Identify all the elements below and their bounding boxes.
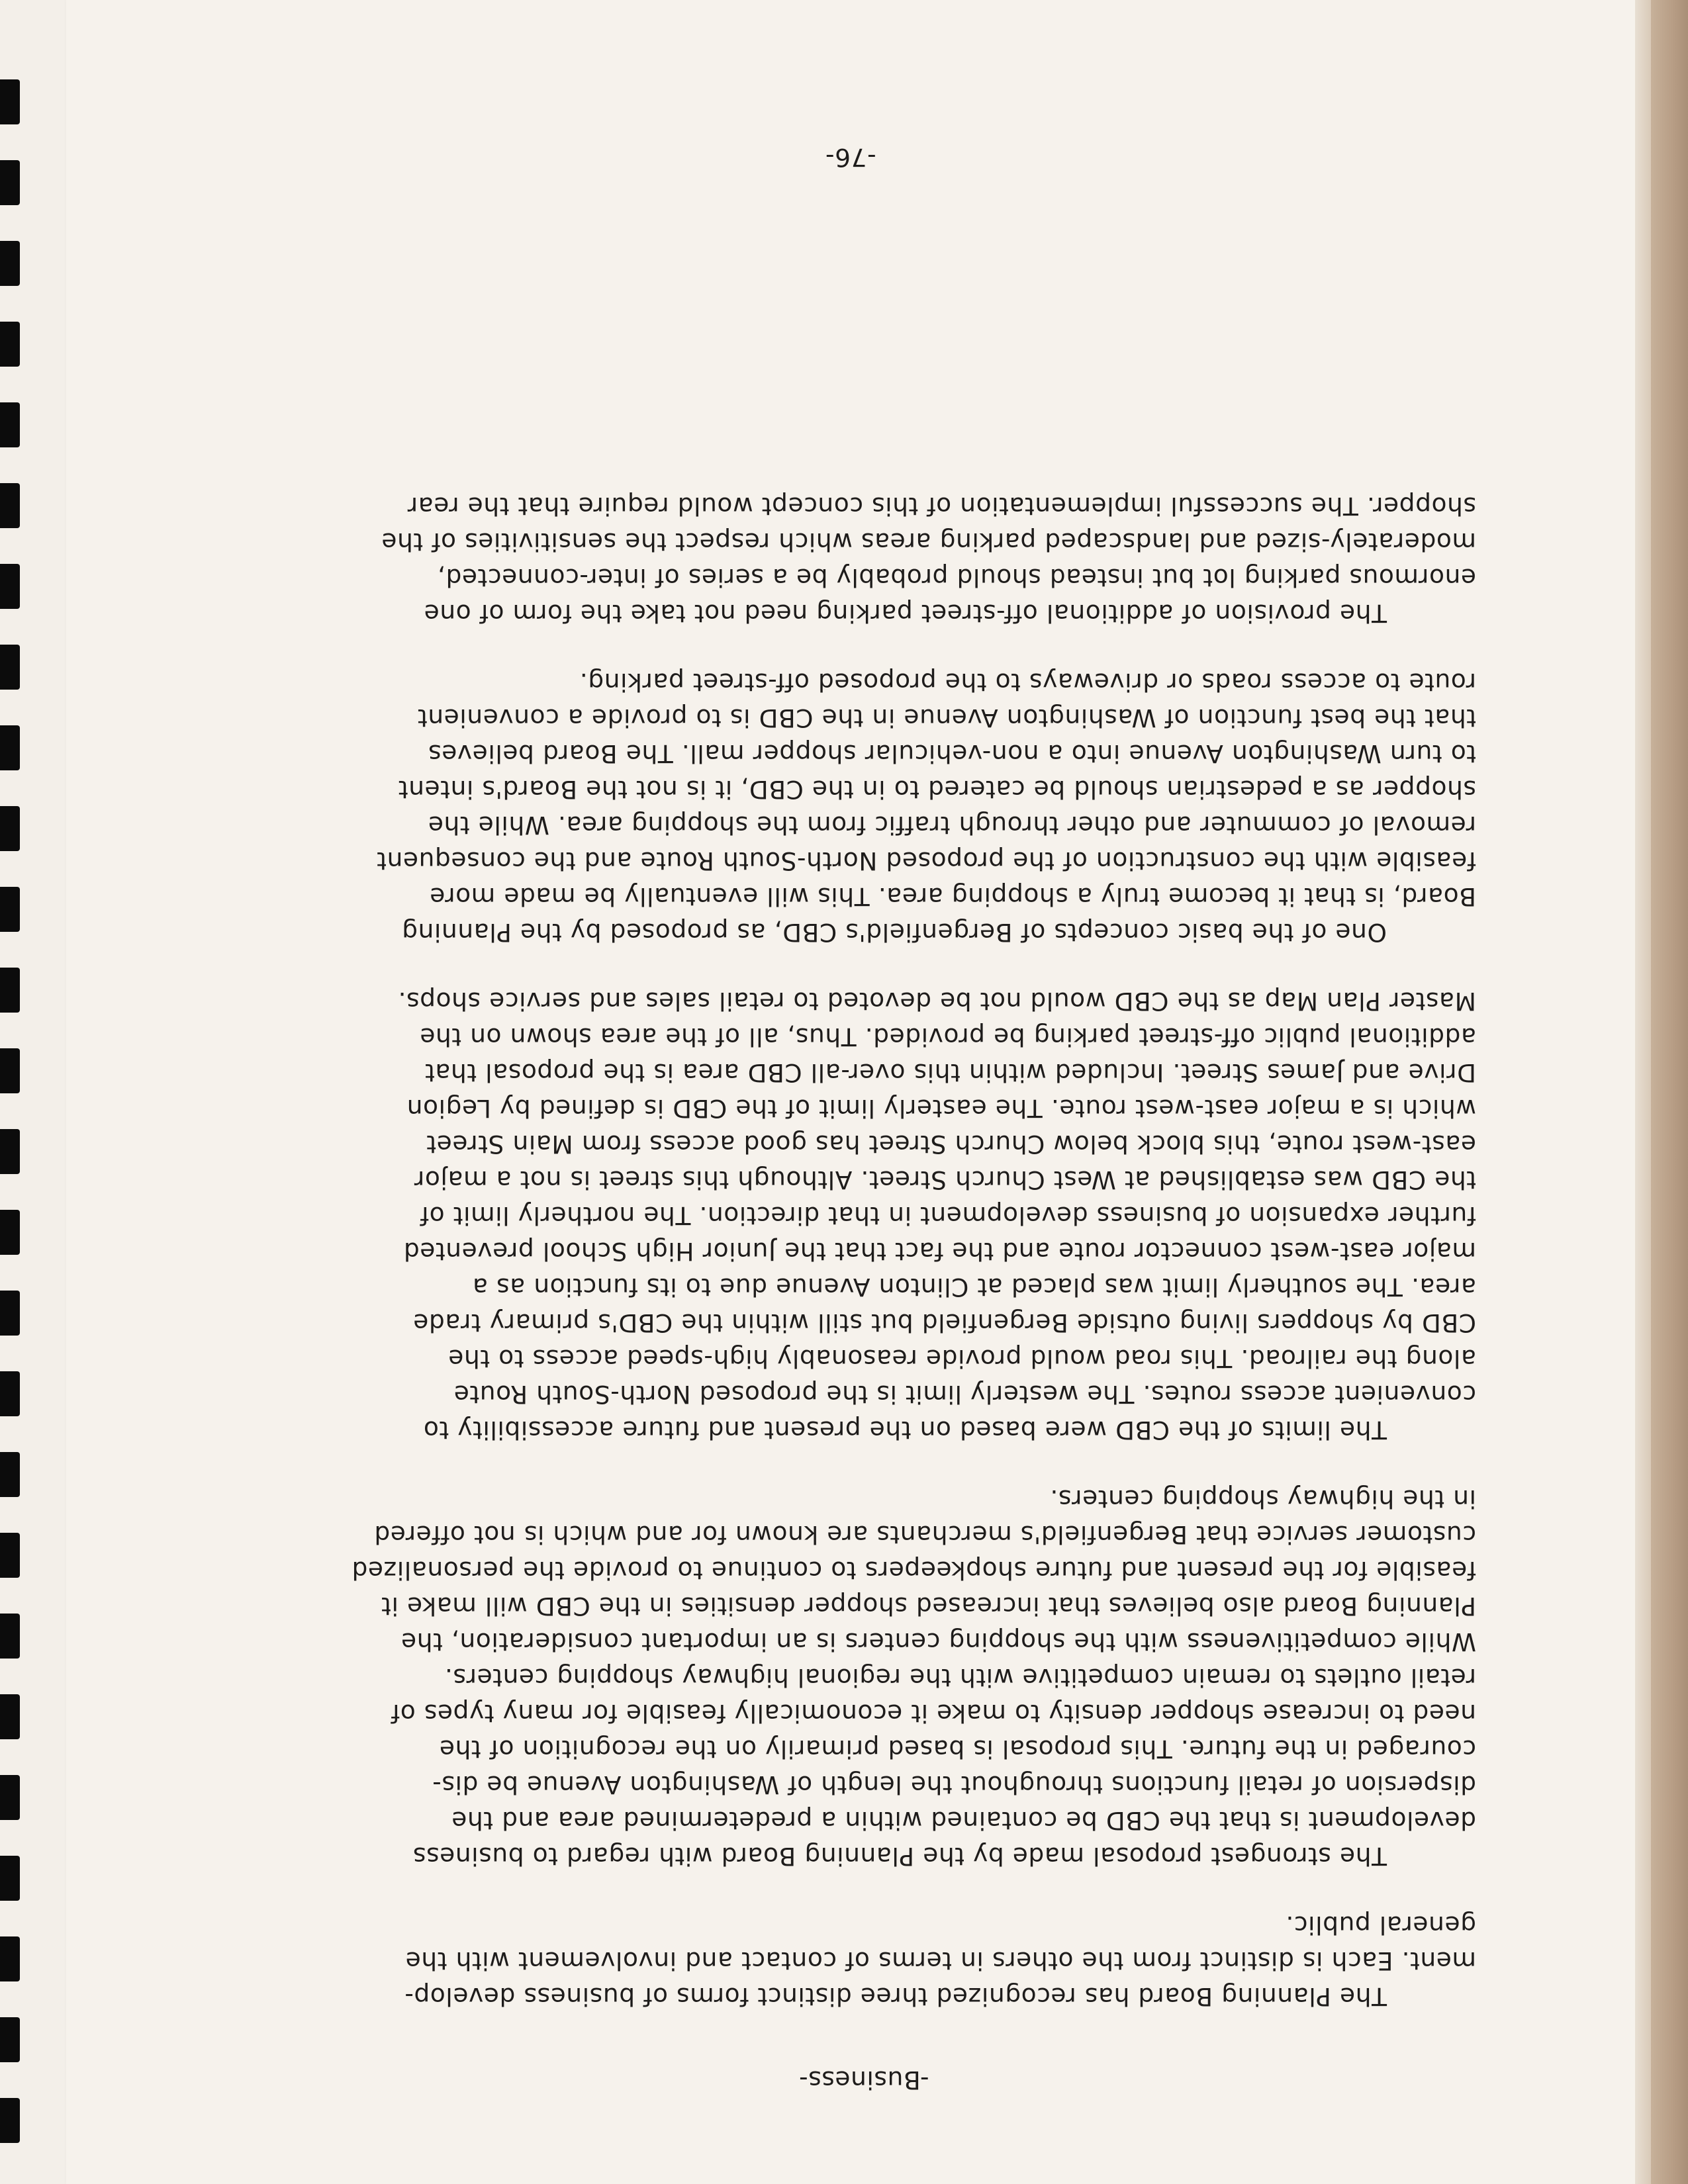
- paragraph-2: [252, 1481, 1476, 1874]
- text-line: feasible with the construction of the proposed North-South Route and the consequent: [376, 846, 1476, 876]
- spiral-binding-holes: [0, 0, 26, 2184]
- text-line: along the railroad. This road would provide reasonably high-speed access to the: [447, 1344, 1476, 1373]
- binding-hole: [0, 806, 20, 851]
- text-line: which is a major east-west route. The easterly limit of the CBD is defined by Legion: [406, 1094, 1476, 1123]
- binding-hole: [0, 2017, 20, 2062]
- text-line: dispersion of retail functions throughout the length of Washington Avenue be dis-: [432, 1770, 1476, 1799]
- binding-hole: [0, 1694, 20, 1739]
- binding-hole: [0, 1291, 20, 1336]
- text-line: moderately-sized and landscaped parking areas which respect the sensitivities of the: [381, 527, 1476, 557]
- paragraph-4: [252, 664, 1476, 950]
- text-line: east-west route, this block below Church Street has good access from Main Street: [426, 1130, 1476, 1159]
- binding-hole: [0, 564, 20, 609]
- binding-hole: [0, 483, 20, 528]
- text-line: to turn Washington Avenue into a non-vehicular shopper mall. The Board believes: [428, 739, 1476, 768]
- paragraph-5: [252, 488, 1476, 631]
- text-line: Drive and James Street. Included within this over-all CBD area is the proposal that: [424, 1058, 1476, 1087]
- text-line: While competitiveness with the shopping centers is an important consideration, the: [400, 1627, 1476, 1657]
- underlying-page-edge: [1651, 0, 1688, 2184]
- upside-down-text-block: [66, 0, 1635, 2184]
- text-line: additional public off-street parking be provided. Thus, all of the area shown on the: [419, 1023, 1476, 1052]
- text-line: One of the basic concepts of Bergenfield's CBD, as proposed by the Planning: [401, 918, 1387, 947]
- page-number: -76-: [825, 143, 876, 172]
- binding-hole: [0, 968, 20, 1013]
- binding-hole: [0, 725, 20, 770]
- page-edge: [1635, 0, 1651, 2184]
- binding-hole: [0, 241, 20, 286]
- binding-hole: [0, 887, 20, 932]
- text-line: the CBD was established at West Church Street. Although this street is not a major: [414, 1165, 1476, 1195]
- text-line: couraged in the future. This proposal is based primarily on the recognition of the: [439, 1735, 1476, 1764]
- text-line: feasible for the present and future shopkeepers to continue to provide the personalized: [351, 1556, 1476, 1585]
- binding-hole: [0, 1533, 20, 1578]
- text-line: development is that the CBD be contained within a predetermined area and the: [451, 1806, 1476, 1835]
- text-line: The provision of additional off-street parking need not take the form of one: [424, 599, 1387, 628]
- binding-hole: [0, 1614, 20, 1659]
- text-line: enormous parking lot but instead should probably be a series of inter-connected,: [437, 563, 1476, 592]
- text-line: The Planning Board has recognized three distinct forms of business develop-: [404, 1982, 1387, 2011]
- binding-hole: [0, 1936, 20, 1981]
- binding-hole: [0, 645, 20, 690]
- text-line: The limits of the CBD were based on the present and future accessibility to: [423, 1416, 1387, 1445]
- binding-hole: [0, 402, 20, 447]
- text-line: in the highway shopping centers.: [1049, 1484, 1476, 1514]
- text-line: area. The southerly limit was placed at Clinton Avenue due to its function as a: [472, 1273, 1476, 1302]
- text-line: ment. Each is distinct from the others in terms of contact and involvement with the: [405, 1946, 1476, 1976]
- text-line: The strongest proposal made by the Planning Board with regard to business: [412, 1842, 1387, 1871]
- binding-hole: [0, 322, 20, 367]
- text-line: CBD by shoppers living outside Bergenfield but still within the CBD's primary trade: [412, 1308, 1476, 1338]
- text-line: retail outlets to remain competitive with the regional highway shopping centers.: [444, 1663, 1476, 1692]
- text-line: removal of commuter and other through traffic from the shopping area. While the: [428, 811, 1476, 840]
- binding-hole: [0, 1371, 20, 1416]
- binding-hole: [0, 1452, 20, 1497]
- binding-hole: [0, 1129, 20, 1174]
- text-line: convenient access routes. The westerly limit is the proposed North-South Route: [453, 1380, 1476, 1409]
- text-line: shopper. The successful implementation of this concept would require that the rear: [407, 492, 1476, 521]
- text-line: customer service that Bergenfield's merchants are known for and which is not offered: [373, 1520, 1476, 1549]
- text-line: Master Plan Map as the CBD would not be devoted to retail sales and service shops.: [397, 987, 1476, 1016]
- text-line: shopper as a pedestrian should be catered to in the CBD, it is not the Board's intent: [398, 775, 1476, 804]
- binding-hole: [0, 1048, 20, 1093]
- text-line: general public.: [1285, 1911, 1476, 1940]
- document-body: [252, 455, 1476, 2098]
- binding-hole: [0, 160, 20, 205]
- binding-hole: [0, 2098, 20, 2143]
- text-line: further expansion of business development in that direction. The northerly limit of: [420, 1201, 1476, 1230]
- binding-hole: [0, 1775, 20, 1820]
- section-heading: -Business-: [798, 2066, 929, 2095]
- paragraph-3: [252, 983, 1476, 1448]
- binding-hole: [0, 79, 20, 124]
- text-line: that the best function of Washington Avenue in the CBD is to provide a convenient: [417, 704, 1476, 733]
- binding-hole: [0, 1856, 20, 1901]
- text-line: route to access roads or driveways to the proposed off-street parking.: [579, 668, 1476, 697]
- text-line: major east-west connector route and the fact that the Junior High School prevented: [403, 1237, 1476, 1266]
- text-line: Board, is that it become truly a shopping area. This will eventually be made more: [429, 882, 1476, 911]
- text-line: need to increase shopper density to make it economically feasible for many types of: [391, 1699, 1476, 1728]
- binding-hole: [0, 1210, 20, 1255]
- text-line: Planning Board also believes that increased shopper densities in the CBD will make it: [381, 1592, 1476, 1621]
- paragraph-1: [252, 1907, 1476, 2015]
